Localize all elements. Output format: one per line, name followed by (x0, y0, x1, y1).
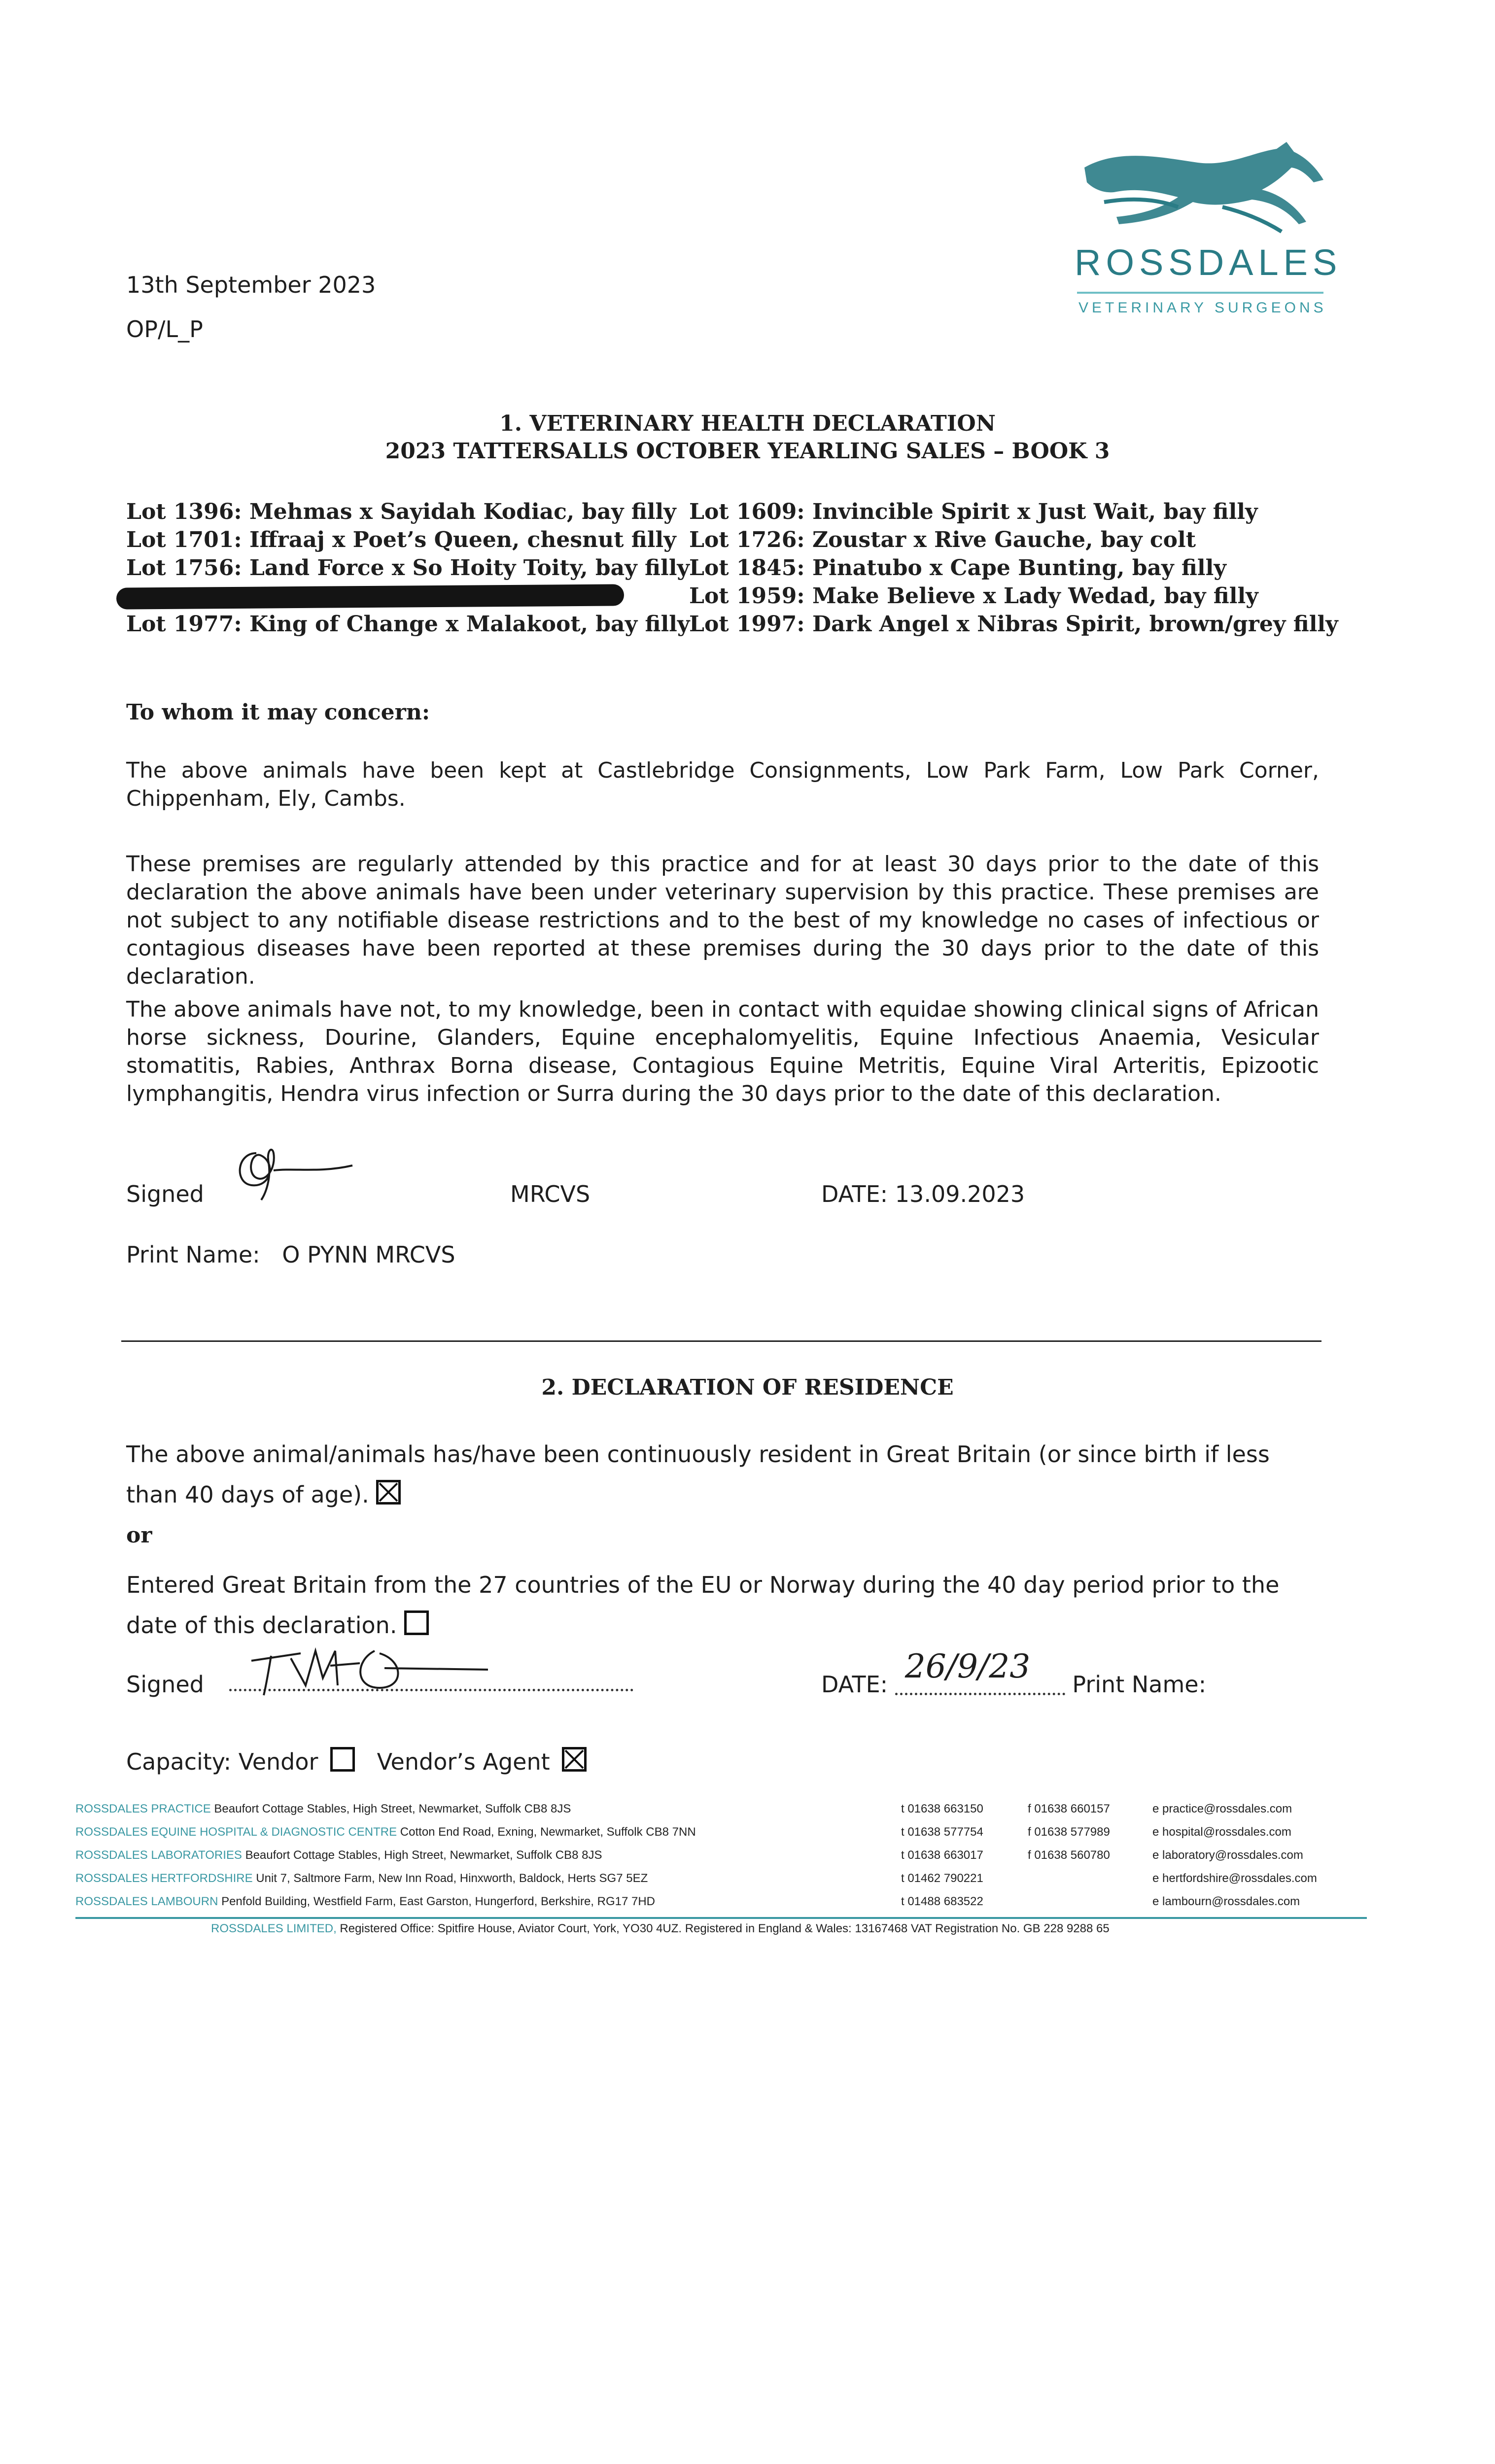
footer-email[interactable]: e hertfordshire@rossdales.com (1152, 1872, 1317, 1885)
footer-email[interactable]: e practice@rossdales.com (1152, 1802, 1292, 1815)
footer-fax: f 01638 577989 (1028, 1825, 1110, 1839)
print-name-value: O PYNN MRCVS (282, 1241, 455, 1268)
reference: OP/L_P (126, 316, 203, 342)
resident-checkbox[interactable] (376, 1480, 401, 1505)
footer-location-address: Beaufort Cottage Stables, High Street, Newmarket, Suffolk CB8 8JS (214, 1802, 571, 1815)
cross-mark-icon (379, 1482, 398, 1502)
or-label: or (126, 1523, 152, 1548)
lot-item: Lot 1977: King of Change x Malakoot, bay filly (126, 612, 690, 637)
footer-location-address: Cotton End Road, Exning, Newmarket, Suffolk CB8 7NN (400, 1825, 696, 1839)
lot-item: Lot 1396: Mehmas x Sayidah Kodiac, bay filly (126, 499, 676, 524)
capacity-label: Capacity: Vendor (126, 1748, 318, 1775)
footer-faxes (1028, 1797, 1110, 1867)
footer-rule (75, 1917, 1367, 1919)
footer-tel: t 01638 577754 (901, 1825, 983, 1839)
letter-date: 13th September 2023 (126, 272, 376, 298)
footer-location (75, 1867, 696, 1890)
lot-item: Lot 1959: Make Believe x Lady Wedad, bay filly (689, 583, 1258, 609)
mrcvs-label: MRCVS (510, 1181, 591, 1207)
print-name-label: Print Name: (126, 1241, 260, 1268)
footer-addresses (75, 1797, 696, 1913)
vendor-checkbox[interactable] (330, 1747, 355, 1772)
lot-item: Lot 1845: Pinatubo x Cape Bunting, bay filly (689, 555, 1226, 581)
footer-tel: t 01488 683522 (901, 1895, 983, 1908)
section1-title-line1: 1. VETERINARY HEALTH DECLARATION (499, 411, 996, 436)
footer-fax: f 01638 560780 (1028, 1848, 1110, 1862)
registered-text: Registered Office: Spitfire House, Aviator Court, York, YO30 4UZ. Registered in England & Wales: 13167468 VAT Registration No. GB 228 9288 65 (340, 1922, 1110, 1935)
footer-location-name: ROSSDALES LABORATORIES (75, 1848, 242, 1862)
lot-item: Lot 1609: Invincible Spirit x Just Wait, bay filly (689, 499, 1258, 524)
footer-location-address: Beaufort Cottage Stables, High Street, Newmarket, Suffolk CB8 8JS (245, 1848, 602, 1862)
footer-location-name: ROSSDALES LAMBOURN (75, 1895, 218, 1908)
logo (1075, 138, 1342, 325)
registered-office (211, 1920, 1110, 1938)
footer-location-name: ROSSDALES EQUINE HOSPITAL & DIAGNOSTIC CENTRE (75, 1825, 397, 1839)
vendor-signature (232, 1631, 488, 1700)
section2-date-label: DATE: (821, 1671, 888, 1698)
section2-title: 2. DECLARATION OF RESIDENCE (541, 1375, 954, 1400)
lots-left (126, 498, 690, 638)
vendors-agent-checkbox[interactable] (562, 1747, 587, 1772)
logo-subtitle: VETERINARY SURGEONS (1078, 300, 1327, 316)
footer-location (75, 1890, 696, 1913)
section2-date-row (821, 1647, 1207, 1699)
lot-item: Lot 1997: Dark Angel x Nibras Spirit, brown/grey filly (689, 612, 1338, 637)
footer-telephones (901, 1797, 983, 1913)
handwritten-date: 26/9/23 (904, 1647, 1031, 1685)
footer-location (75, 1797, 696, 1820)
capacity-row (126, 1747, 587, 1776)
horse-logo-icon (1075, 138, 1331, 237)
footer-tel: t 01638 663017 (901, 1848, 983, 1862)
entered-text: Entered Great Britain from the 27 countries of the EU or Norway during the 40 day period prior to the date of this declaration. (126, 1572, 1280, 1639)
footer-location-name: ROSSDALES PRACTICE (75, 1802, 211, 1815)
vet-signature (227, 1133, 365, 1207)
print-name-row (126, 1241, 455, 1269)
salutation: To whom it may concern: (126, 700, 430, 725)
section1-date: DATE: 13.09.2023 (821, 1181, 1025, 1207)
footer-location-name: ROSSDALES HERTFORDSHIRE (75, 1872, 253, 1885)
footer-location (75, 1844, 696, 1867)
section1-title-line2: 2023 TATTERSALLS OCTOBER YEARLING SALES – BOOK 3 (385, 439, 1110, 464)
paragraph-contact: The above animals have not, to my knowledge, been in contact with equidae showing clinical signs of African horse sickness, Dourine, Glanders, Equine encephalomyelitis, Equine Infectious Anaemia, Vesicular stomatitis, Rabies, Anthrax Borna disease, Contagious Equine Metritis, Equine Viral Arteritis, Epizootic lymphangitis, Hendra virus infection or Surra during the 30 days prior to the date of this declaration. (126, 997, 1319, 1106)
lot-item: Lot 1701: Iffraaj x Poet’s Queen, chesnut filly (126, 527, 676, 552)
residence-paragraph (126, 1434, 1319, 1515)
lot-item: Lot 1756: Land Force x So Hoity Toity, bay filly (126, 555, 690, 581)
vendors-agent-label: Vendor’s Agent (377, 1748, 550, 1775)
footer-tel: t 01638 663150 (901, 1802, 983, 1815)
signed-label: Signed (126, 1181, 204, 1207)
cross-mark-icon (564, 1749, 584, 1769)
lot-item: Lot 1726: Zoustar x Rive Gauche, bay colt (689, 527, 1196, 552)
residence-text: The above animal/animals has/have been continuously resident in Great Britain (or since birth if less than 40 days of age). (126, 1441, 1270, 1508)
footer-fax: f 01638 660157 (1028, 1802, 1110, 1815)
footer-email[interactable]: e lambourn@rossdales.com (1152, 1895, 1300, 1908)
footer-email[interactable]: e laboratory@rossdales.com (1152, 1848, 1303, 1862)
paragraph-premises: The above animals have been kept at Castlebridge Consignments, Low Park Farm, Low Park Corner, Chippenham, Ely, Cambs. (126, 758, 1319, 811)
signed-label-2: Signed (126, 1671, 204, 1698)
print-name-label-2: Print Name: (1072, 1671, 1207, 1698)
logo-divider (1077, 292, 1323, 294)
section-divider (121, 1340, 1321, 1342)
redaction-mark (126, 582, 690, 610)
footer-emails (1152, 1797, 1317, 1913)
registered-name: ROSSDALES LIMITED, (211, 1922, 337, 1935)
footer-email[interactable]: e hospital@rossdales.com (1152, 1825, 1291, 1839)
lots-right (689, 498, 1338, 638)
footer-location-address: Unit 7, Saltmore Farm, New Inn Road, Hinxworth, Baldock, Herts SG7 5EZ (256, 1872, 648, 1885)
date-field[interactable] (895, 1647, 1065, 1695)
footer-location-address: Penfold Building, Westfield Farm, East Garston, Hungerford, Berkshire, RG17 7HD (221, 1895, 656, 1908)
footer-tel: t 01462 790221 (901, 1872, 983, 1885)
paragraph-supervision: These premises are regularly attended by this practice and for at least 30 days prior to the date of this declaration the above animals have been under veterinary supervision by this practice. These premises are not subject to any notifiable disease restrictions and to the best of my knowledge no cases of infectious or contagious diseases have been reported at these premises during the 30 days prior to the date of this declaration. (126, 852, 1319, 989)
logo-name: ROSSDALES (1075, 242, 1342, 283)
footer-location (75, 1820, 696, 1844)
section1-title (0, 410, 1495, 465)
